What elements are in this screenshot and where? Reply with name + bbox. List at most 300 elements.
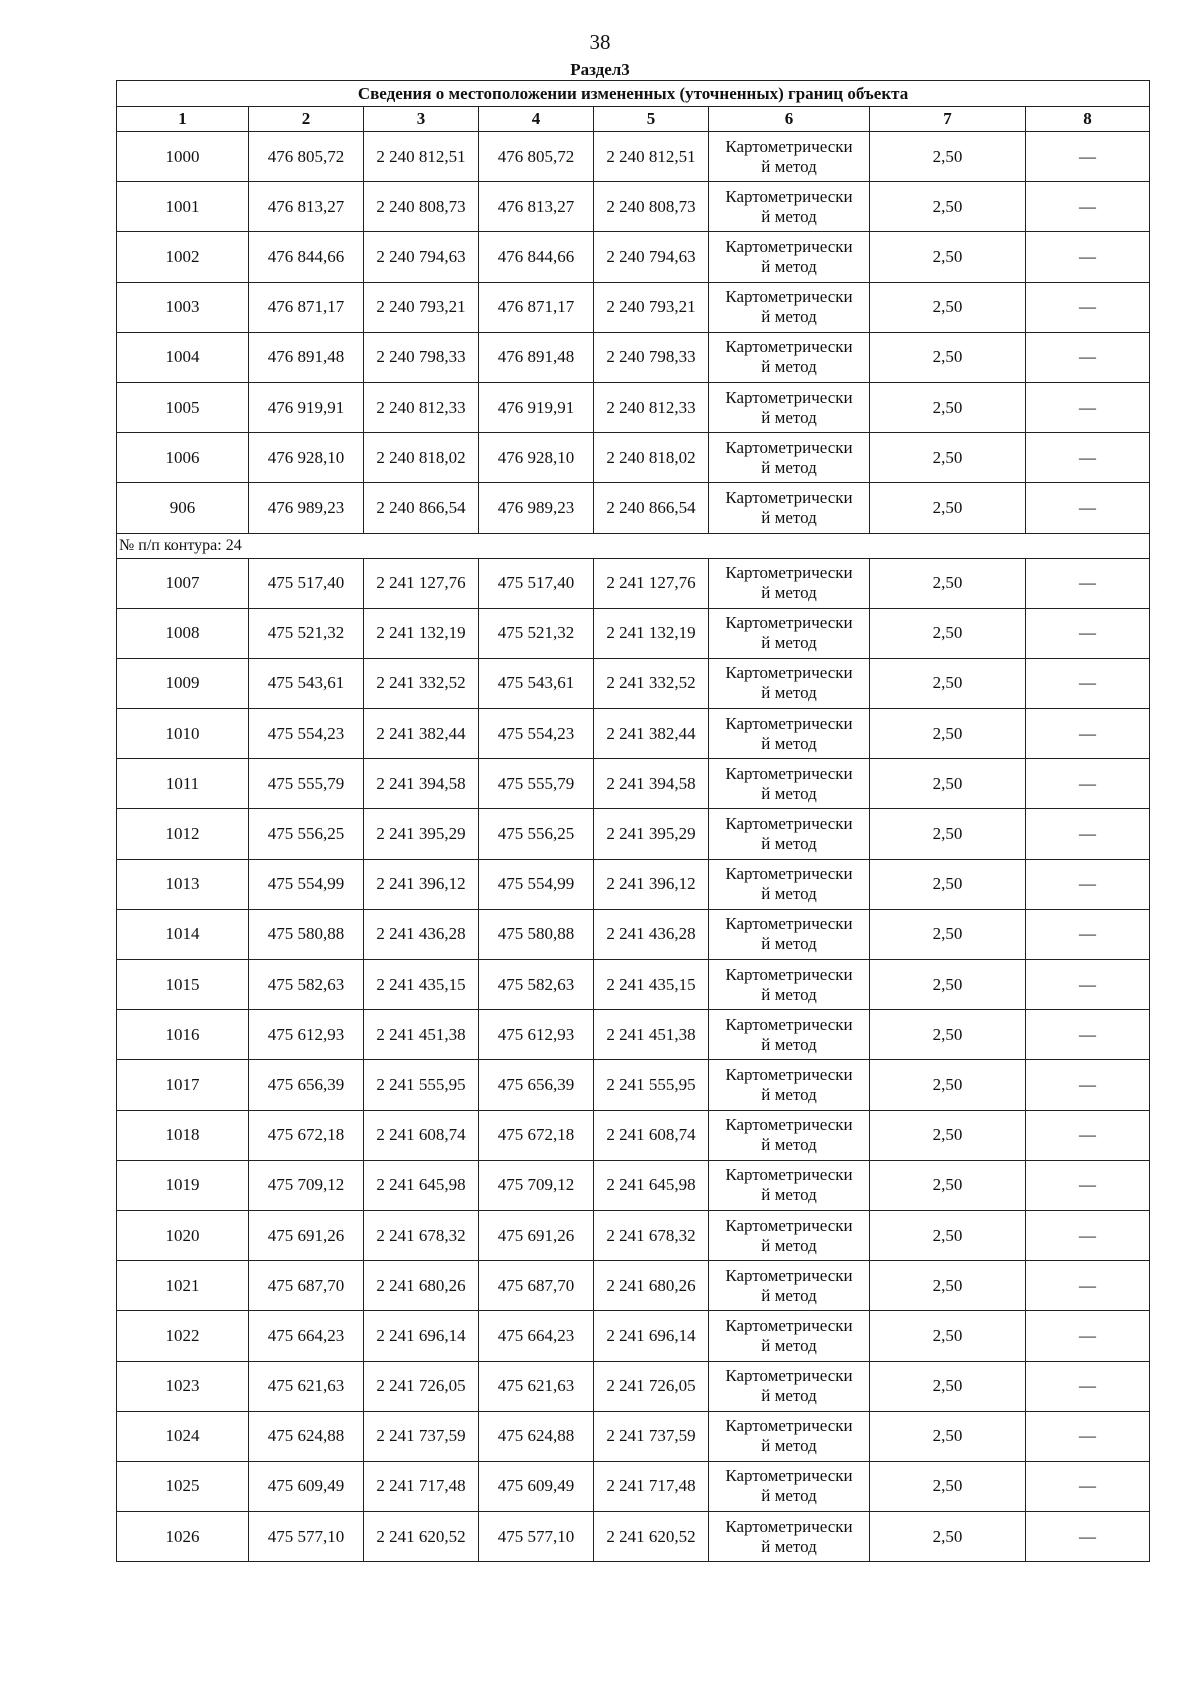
table-row — [117, 182, 1150, 232]
table-row — [117, 960, 1150, 1010]
table-cell: 2 241 394,58 — [364, 759, 479, 809]
empty-mark-cell: — — [1026, 709, 1150, 759]
table-cell: 1010 — [117, 709, 249, 759]
table-row — [117, 282, 1150, 332]
table-cell: 476 844,66 — [249, 232, 364, 282]
table-cell: 475 709,12 — [479, 1160, 594, 1210]
table-cell: 1009 — [117, 658, 249, 708]
table-cell: 476 928,10 — [479, 433, 594, 483]
table-row — [117, 433, 1150, 483]
column-header-4: 4 — [479, 107, 594, 132]
method-line-2: й метод — [761, 357, 817, 377]
method-line-1: Картометрически — [725, 1315, 853, 1335]
table-caption: Сведения о местоположении измененных (уточненных) границ объекта — [117, 81, 1150, 107]
empty-mark-cell: — — [1026, 1110, 1150, 1160]
empty-mark-cell: — — [1026, 759, 1150, 809]
method-cell — [709, 658, 870, 708]
method-line-1: Картометрически — [725, 814, 853, 834]
accuracy-cell: 2,50 — [870, 658, 1026, 708]
column-header-8: 8 — [1026, 107, 1150, 132]
table-cell: 2 241 395,29 — [364, 809, 479, 859]
table-cell: 2 240 812,33 — [594, 382, 709, 432]
table-cell: 2 241 396,12 — [364, 859, 479, 909]
table-cell: 1004 — [117, 332, 249, 382]
table-cell: 1006 — [117, 433, 249, 483]
table-cell: 475 555,79 — [479, 759, 594, 809]
table-cell: 475 582,63 — [249, 960, 364, 1010]
empty-mark-cell: — — [1026, 558, 1150, 608]
table-cell: 1001 — [117, 182, 249, 232]
empty-mark-cell: — — [1026, 1261, 1150, 1311]
accuracy-cell: 2,50 — [870, 1261, 1026, 1311]
method-line-2: й метод — [761, 1084, 817, 1104]
method-cell — [709, 232, 870, 282]
table-cell: 1003 — [117, 282, 249, 332]
column-header-6: 6 — [709, 107, 870, 132]
method-cell — [709, 483, 870, 533]
table-cell: 2 241 396,12 — [594, 859, 709, 909]
column-header-2: 2 — [249, 107, 364, 132]
method-line-1: Картометрически — [725, 713, 853, 733]
table-cell: 475 691,26 — [249, 1210, 364, 1260]
accuracy-cell: 2,50 — [870, 483, 1026, 533]
empty-mark-cell: — — [1026, 232, 1150, 282]
method-cell — [709, 1512, 870, 1562]
empty-mark-cell: — — [1026, 1060, 1150, 1110]
table-cell: 2 240 793,21 — [594, 282, 709, 332]
table-cell: 2 241 717,48 — [364, 1461, 479, 1511]
method-line-1: Картометрически — [725, 1416, 853, 1436]
coordinates-table — [116, 80, 1150, 1562]
table-cell: 476 871,17 — [249, 282, 364, 332]
table-cell: 475 554,23 — [479, 709, 594, 759]
method-line-1: Картометрически — [725, 1064, 853, 1084]
empty-mark-cell: — — [1026, 483, 1150, 533]
accuracy-cell: 2,50 — [870, 282, 1026, 332]
method-line-1: Картометрически — [725, 1165, 853, 1185]
empty-mark-cell: — — [1026, 332, 1150, 382]
table-cell: 475 624,88 — [479, 1411, 594, 1461]
table-row — [117, 382, 1150, 432]
empty-mark-cell: — — [1026, 132, 1150, 182]
method-cell — [709, 1311, 870, 1361]
column-header-3: 3 — [364, 107, 479, 132]
table-row — [117, 558, 1150, 608]
table-cell: 1023 — [117, 1361, 249, 1411]
method-cell — [709, 1210, 870, 1260]
table-cell: 1022 — [117, 1311, 249, 1361]
table-cell: 1019 — [117, 1160, 249, 1210]
empty-mark-cell: — — [1026, 1010, 1150, 1060]
table-cell: 475 664,23 — [479, 1311, 594, 1361]
table-cell: 475 517,40 — [479, 558, 594, 608]
table-row — [117, 859, 1150, 909]
method-line-1: Картометрически — [725, 1466, 853, 1486]
table-cell: 475 709,12 — [249, 1160, 364, 1210]
table-row — [117, 1060, 1150, 1110]
table-cell: 475 555,79 — [249, 759, 364, 809]
table-cell: 1002 — [117, 232, 249, 282]
method-cell — [709, 1361, 870, 1411]
method-cell — [709, 558, 870, 608]
method-line-1: Картометрически — [725, 1265, 853, 1285]
method-cell — [709, 608, 870, 658]
method-cell — [709, 1060, 870, 1110]
table-cell: 476 871,17 — [479, 282, 594, 332]
empty-mark-cell: — — [1026, 1160, 1150, 1210]
table-cell: 2 241 555,95 — [364, 1060, 479, 1110]
table-cell: 2 240 818,02 — [364, 433, 479, 483]
accuracy-cell: 2,50 — [870, 1512, 1026, 1562]
method-cell — [709, 433, 870, 483]
table-cell: 2 241 382,44 — [594, 709, 709, 759]
table-cell: 2 241 127,76 — [594, 558, 709, 608]
table-row — [117, 658, 1150, 708]
table-cell: 475 656,39 — [479, 1060, 594, 1110]
table-cell: 1016 — [117, 1010, 249, 1060]
table-cell: 2 241 382,44 — [364, 709, 479, 759]
empty-mark-cell: — — [1026, 809, 1150, 859]
method-line-2: й метод — [761, 457, 817, 477]
accuracy-cell: 2,50 — [870, 809, 1026, 859]
table-cell: 475 521,32 — [479, 608, 594, 658]
method-line-2: й метод — [761, 633, 817, 653]
column-headers — [117, 107, 1150, 132]
table-row — [117, 1361, 1150, 1411]
table-cell: 2 241 620,52 — [594, 1512, 709, 1562]
empty-mark-cell: — — [1026, 282, 1150, 332]
table-cell: 2 241 132,19 — [594, 608, 709, 658]
empty-mark-cell: — — [1026, 658, 1150, 708]
table-row — [117, 809, 1150, 859]
empty-mark-cell: — — [1026, 1210, 1150, 1260]
empty-mark-cell: — — [1026, 859, 1150, 909]
table-cell: 2 241 620,52 — [364, 1512, 479, 1562]
accuracy-cell: 2,50 — [870, 1160, 1026, 1210]
method-line-1: Картометрически — [725, 287, 853, 307]
empty-mark-cell: — — [1026, 909, 1150, 959]
table-cell: 476 844,66 — [479, 232, 594, 282]
method-cell — [709, 960, 870, 1010]
table-cell: 476 891,48 — [479, 332, 594, 382]
table-cell: 2 241 737,59 — [594, 1411, 709, 1461]
table-cell: 2 240 818,02 — [594, 433, 709, 483]
table-cell: 2 241 726,05 — [594, 1361, 709, 1411]
accuracy-cell: 2,50 — [870, 1110, 1026, 1160]
method-line-2: й метод — [761, 1335, 817, 1355]
table-cell: 2 241 436,28 — [594, 909, 709, 959]
table-cell: 476 989,23 — [249, 483, 364, 533]
method-cell — [709, 909, 870, 959]
table-cell: 475 612,93 — [249, 1010, 364, 1060]
table-cell: 475 612,93 — [479, 1010, 594, 1060]
table-cell: 1008 — [117, 608, 249, 658]
table-cell: 475 577,10 — [479, 1512, 594, 1562]
table-cell: 1013 — [117, 859, 249, 909]
method-cell — [709, 282, 870, 332]
table-cell: 1024 — [117, 1411, 249, 1461]
method-cell — [709, 182, 870, 232]
table-cell: 475 656,39 — [249, 1060, 364, 1110]
table-cell: 475 517,40 — [249, 558, 364, 608]
accuracy-cell: 2,50 — [870, 382, 1026, 432]
rows-group-1 — [117, 132, 1150, 534]
table-cell: 1015 — [117, 960, 249, 1010]
table-cell: 2 241 435,15 — [364, 960, 479, 1010]
table-cell: 1018 — [117, 1110, 249, 1160]
accuracy-cell: 2,50 — [870, 558, 1026, 608]
table-row — [117, 332, 1150, 382]
method-line-2: й метод — [761, 1436, 817, 1456]
table-cell: 2 241 435,15 — [594, 960, 709, 1010]
table-cell: 2 240 798,33 — [364, 332, 479, 382]
empty-mark-cell: — — [1026, 1311, 1150, 1361]
table-row — [117, 1411, 1150, 1461]
method-line-1: Картометрически — [725, 1115, 853, 1135]
table-row — [117, 1261, 1150, 1311]
table-cell: 475 672,18 — [479, 1110, 594, 1160]
table-cell: 2 240 794,63 — [594, 232, 709, 282]
table-cell: 2 241 332,52 — [594, 658, 709, 708]
method-line-1: Картометрически — [725, 613, 853, 633]
table-cell: 475 543,61 — [249, 658, 364, 708]
method-line-2: й метод — [761, 1486, 817, 1506]
table-cell: 2 240 794,63 — [364, 232, 479, 282]
accuracy-cell: 2,50 — [870, 1010, 1026, 1060]
method-cell — [709, 382, 870, 432]
table-cell: 475 556,25 — [479, 809, 594, 859]
method-line-1: Картометрически — [725, 337, 853, 357]
accuracy-cell: 2,50 — [870, 709, 1026, 759]
table-cell: 476 813,27 — [479, 182, 594, 232]
method-cell — [709, 1261, 870, 1311]
method-cell — [709, 759, 870, 809]
method-line-2: й метод — [761, 1285, 817, 1305]
table-cell: 1020 — [117, 1210, 249, 1260]
method-line-1: Картометрически — [725, 1366, 853, 1386]
table-cell: 2 240 812,33 — [364, 382, 479, 432]
table-cell: 2 241 717,48 — [594, 1461, 709, 1511]
table-row — [117, 232, 1150, 282]
table-cell: 475 554,99 — [249, 859, 364, 909]
method-line-2: й метод — [761, 583, 817, 603]
table-cell: 475 609,49 — [479, 1461, 594, 1511]
table-cell: 906 — [117, 483, 249, 533]
accuracy-cell: 2,50 — [870, 1461, 1026, 1511]
method-cell — [709, 859, 870, 909]
table-cell: 2 240 808,73 — [364, 182, 479, 232]
method-line-2: й метод — [761, 1536, 817, 1556]
table-cell: 475 580,88 — [479, 909, 594, 959]
table-cell: 475 687,70 — [249, 1261, 364, 1311]
method-line-2: й метод — [761, 507, 817, 527]
table-row — [117, 132, 1150, 182]
table-cell: 476 989,23 — [479, 483, 594, 533]
table-cell: 475 621,63 — [249, 1361, 364, 1411]
accuracy-cell: 2,50 — [870, 1411, 1026, 1461]
empty-mark-cell: — — [1026, 1461, 1150, 1511]
empty-mark-cell: — — [1026, 182, 1150, 232]
method-line-1: Картометрически — [725, 437, 853, 457]
table-row — [117, 1110, 1150, 1160]
empty-mark-cell: — — [1026, 960, 1150, 1010]
empty-mark-cell: — — [1026, 433, 1150, 483]
accuracy-cell: 2,50 — [870, 433, 1026, 483]
table-cell: 475 609,49 — [249, 1461, 364, 1511]
method-line-1: Картометрически — [725, 563, 853, 583]
column-header-7: 7 — [870, 107, 1026, 132]
table-row — [117, 608, 1150, 658]
table-row — [117, 1461, 1150, 1511]
method-line-2: й метод — [761, 256, 817, 276]
method-cell — [709, 1110, 870, 1160]
table-row — [117, 1311, 1150, 1361]
page-number: 38 — [589, 30, 611, 54]
empty-mark-cell: — — [1026, 1361, 1150, 1411]
table-cell: 476 919,91 — [479, 382, 594, 432]
table-cell: 2 240 812,51 — [594, 132, 709, 182]
table-cell: 475 580,88 — [249, 909, 364, 959]
table-cell: 1025 — [117, 1461, 249, 1511]
table-row — [117, 1512, 1150, 1562]
table-cell: 2 241 645,98 — [594, 1160, 709, 1210]
table-cell: 2 241 696,14 — [364, 1311, 479, 1361]
table-cell: 2 240 812,51 — [364, 132, 479, 182]
method-line-2: й метод — [761, 934, 817, 954]
table-cell: 475 621,63 — [479, 1361, 594, 1411]
method-line-1: Картометрически — [725, 964, 853, 984]
table-cell: 475 624,88 — [249, 1411, 364, 1461]
table-cell: 475 672,18 — [249, 1110, 364, 1160]
method-line-1: Картометрически — [725, 914, 853, 934]
method-cell — [709, 132, 870, 182]
column-header-1: 1 — [117, 107, 249, 132]
method-line-2: й метод — [761, 206, 817, 226]
table-cell: 2 241 132,19 — [364, 608, 479, 658]
accuracy-cell: 2,50 — [870, 1060, 1026, 1110]
method-line-2: й метод — [761, 1185, 817, 1205]
accuracy-cell: 2,50 — [870, 859, 1026, 909]
method-line-2: й метод — [761, 783, 817, 803]
table-cell: 2 241 726,05 — [364, 1361, 479, 1411]
table-cell: 1012 — [117, 809, 249, 859]
table-cell: 1026 — [117, 1512, 249, 1562]
accuracy-cell: 2,50 — [870, 1361, 1026, 1411]
table-cell: 475 554,99 — [479, 859, 594, 909]
table-cell: 1014 — [117, 909, 249, 959]
table-cell: 475 582,63 — [479, 960, 594, 1010]
table-cell: 2 241 680,26 — [364, 1261, 479, 1311]
table-cell: 475 577,10 — [249, 1512, 364, 1562]
method-line-1: Картометрически — [725, 1516, 853, 1536]
table-row — [117, 1010, 1150, 1060]
method-line-2: й метод — [761, 834, 817, 854]
table-cell: 1017 — [117, 1060, 249, 1110]
table-cell: 2 241 436,28 — [364, 909, 479, 959]
table-cell: 2 241 451,38 — [594, 1010, 709, 1060]
table-cell: 2 241 127,76 — [364, 558, 479, 608]
table-cell: 2 241 608,74 — [364, 1110, 479, 1160]
table-cell: 2 241 645,98 — [364, 1160, 479, 1210]
table-row — [117, 1160, 1150, 1210]
method-cell — [709, 1461, 870, 1511]
section-title: Раздел3 — [570, 60, 630, 79]
accuracy-cell: 2,50 — [870, 960, 1026, 1010]
table-cell: 2 241 555,95 — [594, 1060, 709, 1110]
table-cell: 1007 — [117, 558, 249, 608]
method-cell — [709, 1411, 870, 1461]
method-line-1: Картометрически — [725, 487, 853, 507]
accuracy-cell: 2,50 — [870, 1210, 1026, 1260]
method-line-2: й метод — [761, 156, 817, 176]
table-cell: 475 556,25 — [249, 809, 364, 859]
method-line-1: Картометрически — [725, 663, 853, 683]
table-cell: 2 241 395,29 — [594, 809, 709, 859]
table-cell: 475 543,61 — [479, 658, 594, 708]
table-cell: 1005 — [117, 382, 249, 432]
method-line-2: й метод — [761, 884, 817, 904]
method-line-1: Картометрически — [725, 864, 853, 884]
table-cell: 476 928,10 — [249, 433, 364, 483]
table-cell: 475 687,70 — [479, 1261, 594, 1311]
method-cell — [709, 809, 870, 859]
method-line-2: й метод — [761, 733, 817, 753]
empty-mark-cell: — — [1026, 1411, 1150, 1461]
table-cell: 475 691,26 — [479, 1210, 594, 1260]
accuracy-cell: 2,50 — [870, 608, 1026, 658]
method-line-1: Картометрически — [725, 186, 853, 206]
method-line-2: й метод — [761, 984, 817, 1004]
table-cell: 475 554,23 — [249, 709, 364, 759]
method-line-2: й метод — [761, 1034, 817, 1054]
table-row — [117, 909, 1150, 959]
table-cell: 476 891,48 — [249, 332, 364, 382]
empty-mark-cell: — — [1026, 382, 1150, 432]
method-line-1: Картометрически — [725, 763, 853, 783]
table-cell: 476 805,72 — [479, 132, 594, 182]
table-cell: 2 240 866,54 — [364, 483, 479, 533]
method-line-1: Картометрически — [725, 387, 853, 407]
accuracy-cell: 2,50 — [870, 332, 1026, 382]
table-cell: 2 241 451,38 — [364, 1010, 479, 1060]
empty-mark-cell: — — [1026, 1512, 1150, 1562]
rows-group-2 — [117, 558, 1150, 1562]
method-line-2: й метод — [761, 307, 817, 327]
table-row — [117, 1210, 1150, 1260]
table-cell: 1011 — [117, 759, 249, 809]
method-line-2: й метод — [761, 1135, 817, 1155]
method-cell — [709, 1010, 870, 1060]
table-cell: 2 241 332,52 — [364, 658, 479, 708]
method-line-1: Картометрически — [725, 236, 853, 256]
table-cell: 475 521,32 — [249, 608, 364, 658]
table-cell: 2 240 793,21 — [364, 282, 479, 332]
accuracy-cell: 2,50 — [870, 909, 1026, 959]
accuracy-cell: 2,50 — [870, 759, 1026, 809]
table-cell: 2 241 737,59 — [364, 1411, 479, 1461]
table-cell: 2 241 608,74 — [594, 1110, 709, 1160]
accuracy-cell: 2,50 — [870, 182, 1026, 232]
table-cell: 476 919,91 — [249, 382, 364, 432]
method-line-1: Картометрически — [725, 136, 853, 156]
table-row — [117, 709, 1150, 759]
method-line-2: й метод — [761, 1386, 817, 1406]
method-line-2: й метод — [761, 683, 817, 703]
table-cell: 2 240 808,73 — [594, 182, 709, 232]
table-row — [117, 483, 1150, 533]
accuracy-cell: 2,50 — [870, 132, 1026, 182]
empty-mark-cell: — — [1026, 608, 1150, 658]
